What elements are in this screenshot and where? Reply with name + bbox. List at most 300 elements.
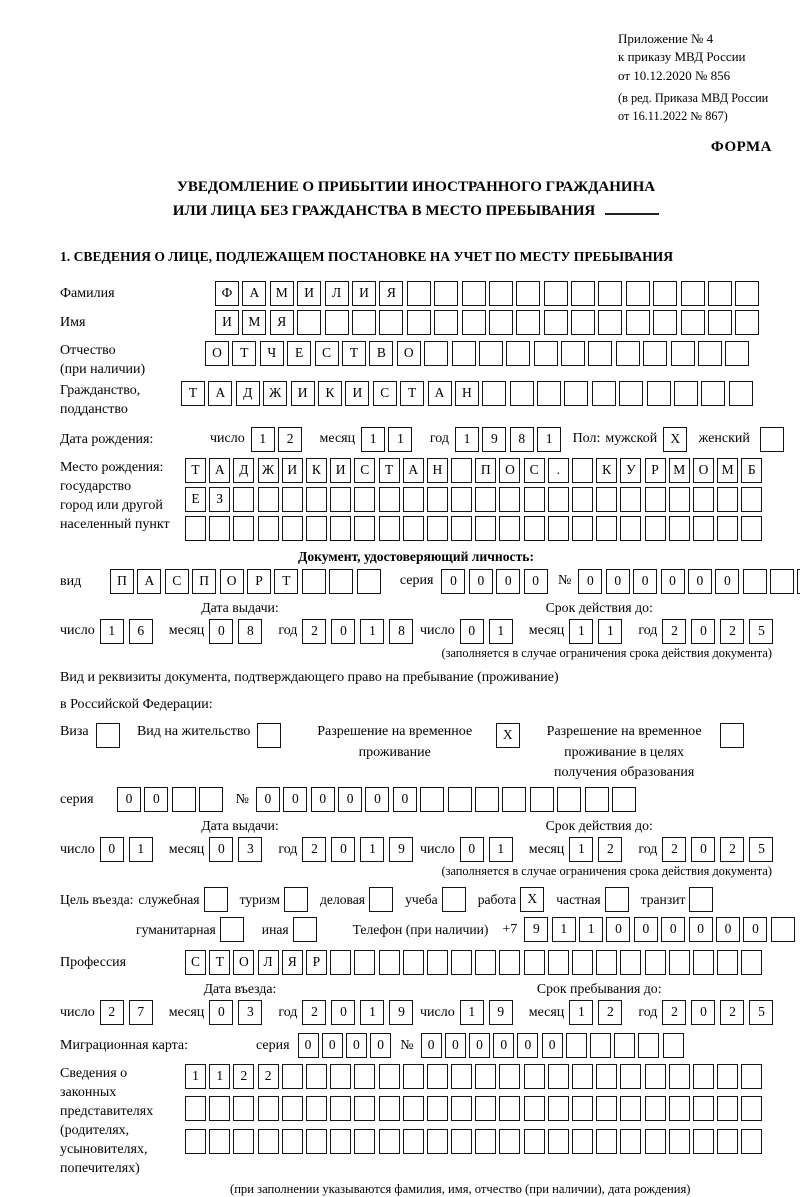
residence-valid-year-cells[interactable] (662, 837, 778, 862)
char-cell[interactable] (669, 516, 690, 541)
migration-series-cells[interactable] (298, 1033, 395, 1058)
char-cell[interactable]: 1 (100, 619, 124, 644)
char-cell[interactable] (427, 487, 448, 512)
char-cell[interactable] (434, 281, 458, 306)
char-cell[interactable] (548, 516, 569, 541)
char-cell[interactable] (475, 487, 496, 512)
char-cell[interactable] (735, 310, 759, 335)
char-cell[interactable] (537, 381, 561, 406)
char-cell[interactable]: О (499, 458, 520, 483)
char-cell[interactable]: М (242, 310, 266, 335)
char-cell[interactable]: О (233, 950, 254, 975)
char-cell[interactable]: Ч (260, 341, 284, 366)
char-cell[interactable] (693, 950, 714, 975)
char-cell[interactable] (596, 516, 617, 541)
char-cell[interactable]: 2 (720, 837, 744, 862)
char-cell[interactable] (530, 787, 554, 812)
char-cell[interactable] (451, 950, 472, 975)
char-cell[interactable]: А (403, 458, 424, 483)
char-cell[interactable]: 1 (552, 917, 576, 942)
char-cell[interactable]: 7 (129, 1000, 153, 1025)
char-cell[interactable] (626, 281, 650, 306)
char-cell[interactable]: 3 (238, 837, 262, 862)
char-cell[interactable] (645, 1064, 666, 1089)
char-cell[interactable] (669, 1129, 690, 1154)
doc-valid-month-cells[interactable] (569, 619, 627, 644)
char-cell[interactable]: И (345, 381, 369, 406)
purpose-business-checkbox[interactable] (369, 887, 397, 912)
char-cell[interactable]: И (330, 458, 351, 483)
char-cell[interactable]: 1 (360, 1000, 384, 1025)
char-cell[interactable]: Ж (258, 458, 279, 483)
char-cell[interactable]: 1 (569, 1000, 593, 1025)
char-cell[interactable] (379, 1096, 400, 1121)
purpose-humanitarian-checkbox[interactable] (220, 917, 248, 942)
char-cell[interactable]: Т (181, 381, 205, 406)
char-cell[interactable] (403, 1064, 424, 1089)
char-cell[interactable] (379, 310, 403, 335)
stay-day-cells[interactable] (460, 1000, 518, 1025)
char-cell[interactable] (647, 381, 671, 406)
char-cell[interactable]: К (318, 381, 342, 406)
char-cell[interactable]: 0 (346, 1033, 367, 1058)
char-cell[interactable] (735, 281, 759, 306)
char-cell[interactable]: 6 (129, 619, 153, 644)
char-cell[interactable]: 0 (578, 569, 602, 594)
char-cell[interactable] (566, 1033, 587, 1058)
entry-year-cells[interactable] (302, 1000, 418, 1025)
char-cell[interactable] (619, 381, 643, 406)
birth-place-cells-row3[interactable] (185, 516, 766, 541)
char-cell[interactable] (185, 1096, 206, 1121)
patronymic-cells[interactable] (205, 341, 753, 366)
residence-number-cells[interactable] (256, 787, 639, 812)
char-cell[interactable] (257, 723, 281, 748)
char-cell[interactable] (516, 281, 540, 306)
char-cell[interactable]: П (110, 569, 134, 594)
char-cell[interactable]: 2 (662, 1000, 686, 1025)
char-cell[interactable] (588, 341, 612, 366)
char-cell[interactable]: 9 (389, 837, 413, 862)
char-cell[interactable] (452, 341, 476, 366)
char-cell[interactable]: 1 (455, 427, 479, 452)
char-cell[interactable]: 2 (598, 837, 622, 862)
birth-year-cells[interactable] (455, 427, 565, 452)
char-cell[interactable] (482, 381, 506, 406)
char-cell[interactable]: 0 (688, 569, 712, 594)
char-cell[interactable]: К (306, 458, 327, 483)
char-cell[interactable] (499, 487, 520, 512)
char-cell[interactable]: 1 (489, 619, 513, 644)
char-cell[interactable]: 0 (496, 569, 520, 594)
char-cell[interactable] (354, 516, 375, 541)
char-cell[interactable] (352, 310, 376, 335)
char-cell[interactable] (572, 950, 593, 975)
char-cell[interactable]: 2 (302, 1000, 326, 1025)
char-cell[interactable]: 2 (720, 1000, 744, 1025)
char-cell[interactable]: 0 (691, 619, 715, 644)
char-cell[interactable] (407, 281, 431, 306)
char-cell[interactable] (596, 950, 617, 975)
char-cell[interactable]: Д (236, 381, 260, 406)
char-cell[interactable] (306, 487, 327, 512)
char-cell[interactable]: 0 (421, 1033, 442, 1058)
char-cell[interactable] (572, 458, 593, 483)
char-cell[interactable] (596, 487, 617, 512)
char-cell[interactable] (185, 516, 206, 541)
char-cell[interactable] (572, 1064, 593, 1089)
char-cell[interactable] (571, 281, 595, 306)
char-cell[interactable] (548, 487, 569, 512)
char-cell[interactable] (614, 1033, 635, 1058)
char-cell[interactable] (620, 1096, 641, 1121)
char-cell[interactable] (717, 487, 738, 512)
representatives-cells-row1[interactable] (185, 1064, 766, 1089)
char-cell[interactable]: 5 (749, 837, 773, 862)
char-cell[interactable] (451, 1064, 472, 1089)
char-cell[interactable] (693, 487, 714, 512)
char-cell[interactable] (729, 381, 753, 406)
char-cell[interactable]: Т (379, 458, 400, 483)
char-cell[interactable]: 0 (283, 787, 307, 812)
birth-place-cells-row2[interactable] (185, 487, 766, 512)
char-cell[interactable] (489, 281, 513, 306)
char-cell[interactable]: 5 (749, 1000, 773, 1025)
char-cell[interactable] (653, 281, 677, 306)
char-cell[interactable]: 0 (606, 569, 630, 594)
purpose-private-checkbox[interactable] (605, 887, 633, 912)
char-cell[interactable] (185, 1129, 206, 1154)
char-cell[interactable] (681, 310, 705, 335)
char-cell[interactable] (663, 1033, 684, 1058)
char-cell[interactable] (489, 310, 513, 335)
char-cell[interactable]: 0 (689, 917, 713, 942)
char-cell[interactable] (564, 381, 588, 406)
doc-issue-year-cells[interactable] (302, 619, 418, 644)
char-cell[interactable] (524, 1096, 545, 1121)
char-cell[interactable] (354, 1096, 375, 1121)
residence-issue-day-cells[interactable] (100, 837, 158, 862)
residence-valid-day-cells[interactable] (460, 837, 518, 862)
char-cell[interactable]: 0 (743, 917, 767, 942)
char-cell[interactable] (330, 516, 351, 541)
char-cell[interactable]: 0 (209, 837, 233, 862)
char-cell[interactable]: Р (645, 458, 666, 483)
doc-series-cells[interactable] (441, 569, 551, 594)
char-cell[interactable]: 0 (715, 569, 739, 594)
char-cell[interactable]: 1 (361, 427, 385, 452)
char-cell[interactable] (329, 569, 353, 594)
char-cell[interactable] (475, 1096, 496, 1121)
char-cell[interactable]: X (663, 427, 687, 452)
char-cell[interactable]: 0 (445, 1033, 466, 1058)
char-cell[interactable]: 0 (322, 1033, 343, 1058)
surname-cells[interactable] (215, 281, 763, 306)
char-cell[interactable]: Т (342, 341, 366, 366)
char-cell[interactable] (626, 310, 650, 335)
char-cell[interactable]: М (669, 458, 690, 483)
char-cell[interactable] (669, 1064, 690, 1089)
char-cell[interactable] (620, 1064, 641, 1089)
residence-valid-month-cells[interactable] (569, 837, 627, 862)
char-cell[interactable]: Я (282, 950, 303, 975)
char-cell[interactable]: 0 (634, 917, 658, 942)
doc-issue-month-cells[interactable] (209, 619, 267, 644)
char-cell[interactable] (674, 381, 698, 406)
char-cell[interactable]: 0 (338, 787, 362, 812)
char-cell[interactable]: 2 (100, 1000, 124, 1025)
char-cell[interactable] (199, 787, 223, 812)
char-cell[interactable] (598, 281, 622, 306)
char-cell[interactable] (669, 487, 690, 512)
char-cell[interactable]: Л (325, 281, 349, 306)
char-cell[interactable]: Т (209, 950, 230, 975)
char-cell[interactable] (451, 458, 472, 483)
char-cell[interactable] (424, 341, 448, 366)
char-cell[interactable] (209, 1096, 230, 1121)
char-cell[interactable]: О (397, 341, 421, 366)
char-cell[interactable]: А (242, 281, 266, 306)
purpose-study-checkbox[interactable] (442, 887, 470, 912)
char-cell[interactable]: И (291, 381, 315, 406)
char-cell[interactable]: П (192, 569, 216, 594)
char-cell[interactable]: 0 (331, 837, 355, 862)
char-cell[interactable] (420, 787, 444, 812)
char-cell[interactable] (475, 1129, 496, 1154)
char-cell[interactable] (506, 341, 530, 366)
char-cell[interactable] (403, 950, 424, 975)
char-cell[interactable]: 0 (469, 569, 493, 594)
char-cell[interactable]: 0 (460, 837, 484, 862)
option-residence-permit-checkbox[interactable] (257, 723, 284, 748)
char-cell[interactable]: 0 (331, 1000, 355, 1025)
char-cell[interactable]: 8 (510, 427, 534, 452)
char-cell[interactable] (585, 787, 609, 812)
char-cell[interactable]: М (717, 458, 738, 483)
char-cell[interactable] (330, 487, 351, 512)
char-cell[interactable] (544, 281, 568, 306)
char-cell[interactable] (403, 1096, 424, 1121)
char-cell[interactable]: Е (185, 487, 206, 512)
citizenship-cells[interactable] (181, 381, 756, 406)
char-cell[interactable] (572, 1096, 593, 1121)
sex-female-checkbox[interactable] (760, 427, 787, 452)
char-cell[interactable] (451, 516, 472, 541)
char-cell[interactable] (475, 950, 496, 975)
char-cell[interactable] (596, 1129, 617, 1154)
char-cell[interactable] (204, 887, 228, 912)
char-cell[interactable] (669, 1096, 690, 1121)
char-cell[interactable] (516, 310, 540, 335)
char-cell[interactable] (671, 341, 695, 366)
char-cell[interactable] (669, 950, 690, 975)
char-cell[interactable]: 2 (302, 837, 326, 862)
char-cell[interactable] (760, 427, 784, 452)
char-cell[interactable] (220, 917, 244, 942)
char-cell[interactable]: А (137, 569, 161, 594)
representatives-cells-row2[interactable] (185, 1096, 766, 1121)
char-cell[interactable]: 0 (209, 1000, 233, 1025)
char-cell[interactable]: 1 (360, 837, 384, 862)
char-cell[interactable] (475, 787, 499, 812)
char-cell[interactable]: 0 (441, 569, 465, 594)
char-cell[interactable] (620, 950, 641, 975)
char-cell[interactable]: 0 (311, 787, 335, 812)
char-cell[interactable] (572, 1129, 593, 1154)
char-cell[interactable] (427, 1096, 448, 1121)
char-cell[interactable] (499, 516, 520, 541)
char-cell[interactable] (596, 1064, 617, 1089)
char-cell[interactable] (427, 516, 448, 541)
char-cell[interactable] (616, 341, 640, 366)
char-cell[interactable] (427, 950, 448, 975)
char-cell[interactable]: Р (247, 569, 271, 594)
char-cell[interactable]: Я (379, 281, 403, 306)
char-cell[interactable] (499, 1096, 520, 1121)
char-cell[interactable]: 0 (542, 1033, 563, 1058)
char-cell[interactable]: 0 (460, 619, 484, 644)
char-cell[interactable]: 2 (720, 619, 744, 644)
char-cell[interactable] (354, 950, 375, 975)
char-cell[interactable]: 5 (749, 619, 773, 644)
char-cell[interactable] (330, 1064, 351, 1089)
char-cell[interactable] (379, 950, 400, 975)
char-cell[interactable]: К (596, 458, 617, 483)
char-cell[interactable] (524, 487, 545, 512)
char-cell[interactable] (572, 516, 593, 541)
char-cell[interactable] (462, 310, 486, 335)
representatives-cells-row3[interactable] (185, 1129, 766, 1154)
char-cell[interactable]: И (282, 458, 303, 483)
char-cell[interactable] (720, 723, 744, 748)
char-cell[interactable] (534, 341, 558, 366)
char-cell[interactable]: С (315, 341, 339, 366)
char-cell[interactable]: 0 (517, 1033, 538, 1058)
char-cell[interactable]: 9 (389, 1000, 413, 1025)
char-cell[interactable] (645, 1129, 666, 1154)
char-cell[interactable]: 2 (598, 1000, 622, 1025)
char-cell[interactable]: 1 (209, 1064, 230, 1089)
char-cell[interactable] (209, 516, 230, 541)
char-cell[interactable] (741, 1129, 762, 1154)
char-cell[interactable] (96, 723, 120, 748)
char-cell[interactable] (233, 1096, 254, 1121)
char-cell[interactable] (741, 950, 762, 975)
birth-place-cells-row1[interactable] (185, 458, 766, 483)
char-cell[interactable] (427, 1064, 448, 1089)
char-cell[interactable] (330, 950, 351, 975)
char-cell[interactable] (548, 1129, 569, 1154)
char-cell[interactable] (693, 1096, 714, 1121)
char-cell[interactable] (451, 1129, 472, 1154)
char-cell[interactable]: И (215, 310, 239, 335)
char-cell[interactable] (510, 381, 534, 406)
char-cell[interactable] (770, 569, 794, 594)
char-cell[interactable]: 1 (598, 619, 622, 644)
char-cell[interactable]: З (209, 487, 230, 512)
char-cell[interactable] (548, 950, 569, 975)
migration-number-cells[interactable] (421, 1033, 687, 1058)
char-cell[interactable]: Н (455, 381, 479, 406)
char-cell[interactable] (302, 569, 326, 594)
char-cell[interactable]: 0 (524, 569, 548, 594)
char-cell[interactable] (306, 1096, 327, 1121)
char-cell[interactable]: М (270, 281, 294, 306)
char-cell[interactable]: Ж (263, 381, 287, 406)
char-cell[interactable] (698, 341, 722, 366)
doc-type-cells[interactable] (110, 569, 384, 594)
char-cell[interactable] (708, 310, 732, 335)
char-cell[interactable] (354, 1129, 375, 1154)
char-cell[interactable] (284, 887, 308, 912)
entry-month-cells[interactable] (209, 1000, 267, 1025)
char-cell[interactable]: С (524, 458, 545, 483)
char-cell[interactable]: 1 (579, 917, 603, 942)
residence-issue-year-cells[interactable] (302, 837, 418, 862)
char-cell[interactable] (379, 516, 400, 541)
char-cell[interactable]: И (352, 281, 376, 306)
char-cell[interactable] (369, 887, 393, 912)
char-cell[interactable] (282, 516, 303, 541)
char-cell[interactable] (741, 516, 762, 541)
char-cell[interactable] (524, 950, 545, 975)
doc-issue-day-cells[interactable] (100, 619, 158, 644)
char-cell[interactable] (442, 887, 466, 912)
char-cell[interactable]: 8 (238, 619, 262, 644)
char-cell[interactable] (620, 1129, 641, 1154)
char-cell[interactable] (499, 950, 520, 975)
char-cell[interactable]: В (369, 341, 393, 366)
entry-day-cells[interactable] (100, 1000, 158, 1025)
char-cell[interactable]: А (428, 381, 452, 406)
char-cell[interactable]: 0 (117, 787, 141, 812)
char-cell[interactable] (403, 516, 424, 541)
char-cell[interactable]: 1 (569, 837, 593, 862)
char-cell[interactable] (643, 341, 667, 366)
name-cells[interactable] (215, 310, 763, 335)
birth-month-cells[interactable] (361, 427, 416, 452)
char-cell[interactable]: 0 (209, 619, 233, 644)
char-cell[interactable] (693, 1064, 714, 1089)
char-cell[interactable]: 0 (691, 837, 715, 862)
char-cell[interactable] (258, 1129, 279, 1154)
char-cell[interactable] (379, 487, 400, 512)
char-cell[interactable] (293, 917, 317, 942)
residence-series-cells[interactable] (117, 787, 227, 812)
char-cell[interactable] (475, 1064, 496, 1089)
char-cell[interactable] (741, 487, 762, 512)
purpose-transit-checkbox[interactable] (689, 887, 717, 912)
char-cell[interactable] (306, 1064, 327, 1089)
char-cell[interactable]: Б (741, 458, 762, 483)
char-cell[interactable]: 2 (662, 619, 686, 644)
char-cell[interactable]: 0 (393, 787, 417, 812)
char-cell[interactable]: А (208, 381, 232, 406)
char-cell[interactable]: Н (427, 458, 448, 483)
char-cell[interactable] (475, 516, 496, 541)
char-cell[interactable] (233, 516, 254, 541)
char-cell[interactable] (645, 1096, 666, 1121)
profession-cells[interactable] (185, 950, 766, 975)
char-cell[interactable] (689, 887, 713, 912)
char-cell[interactable]: . (548, 458, 569, 483)
char-cell[interactable] (282, 1096, 303, 1121)
char-cell[interactable]: 0 (469, 1033, 490, 1058)
char-cell[interactable] (524, 1129, 545, 1154)
char-cell[interactable] (354, 1064, 375, 1089)
char-cell[interactable]: 9 (482, 427, 506, 452)
char-cell[interactable] (325, 310, 349, 335)
